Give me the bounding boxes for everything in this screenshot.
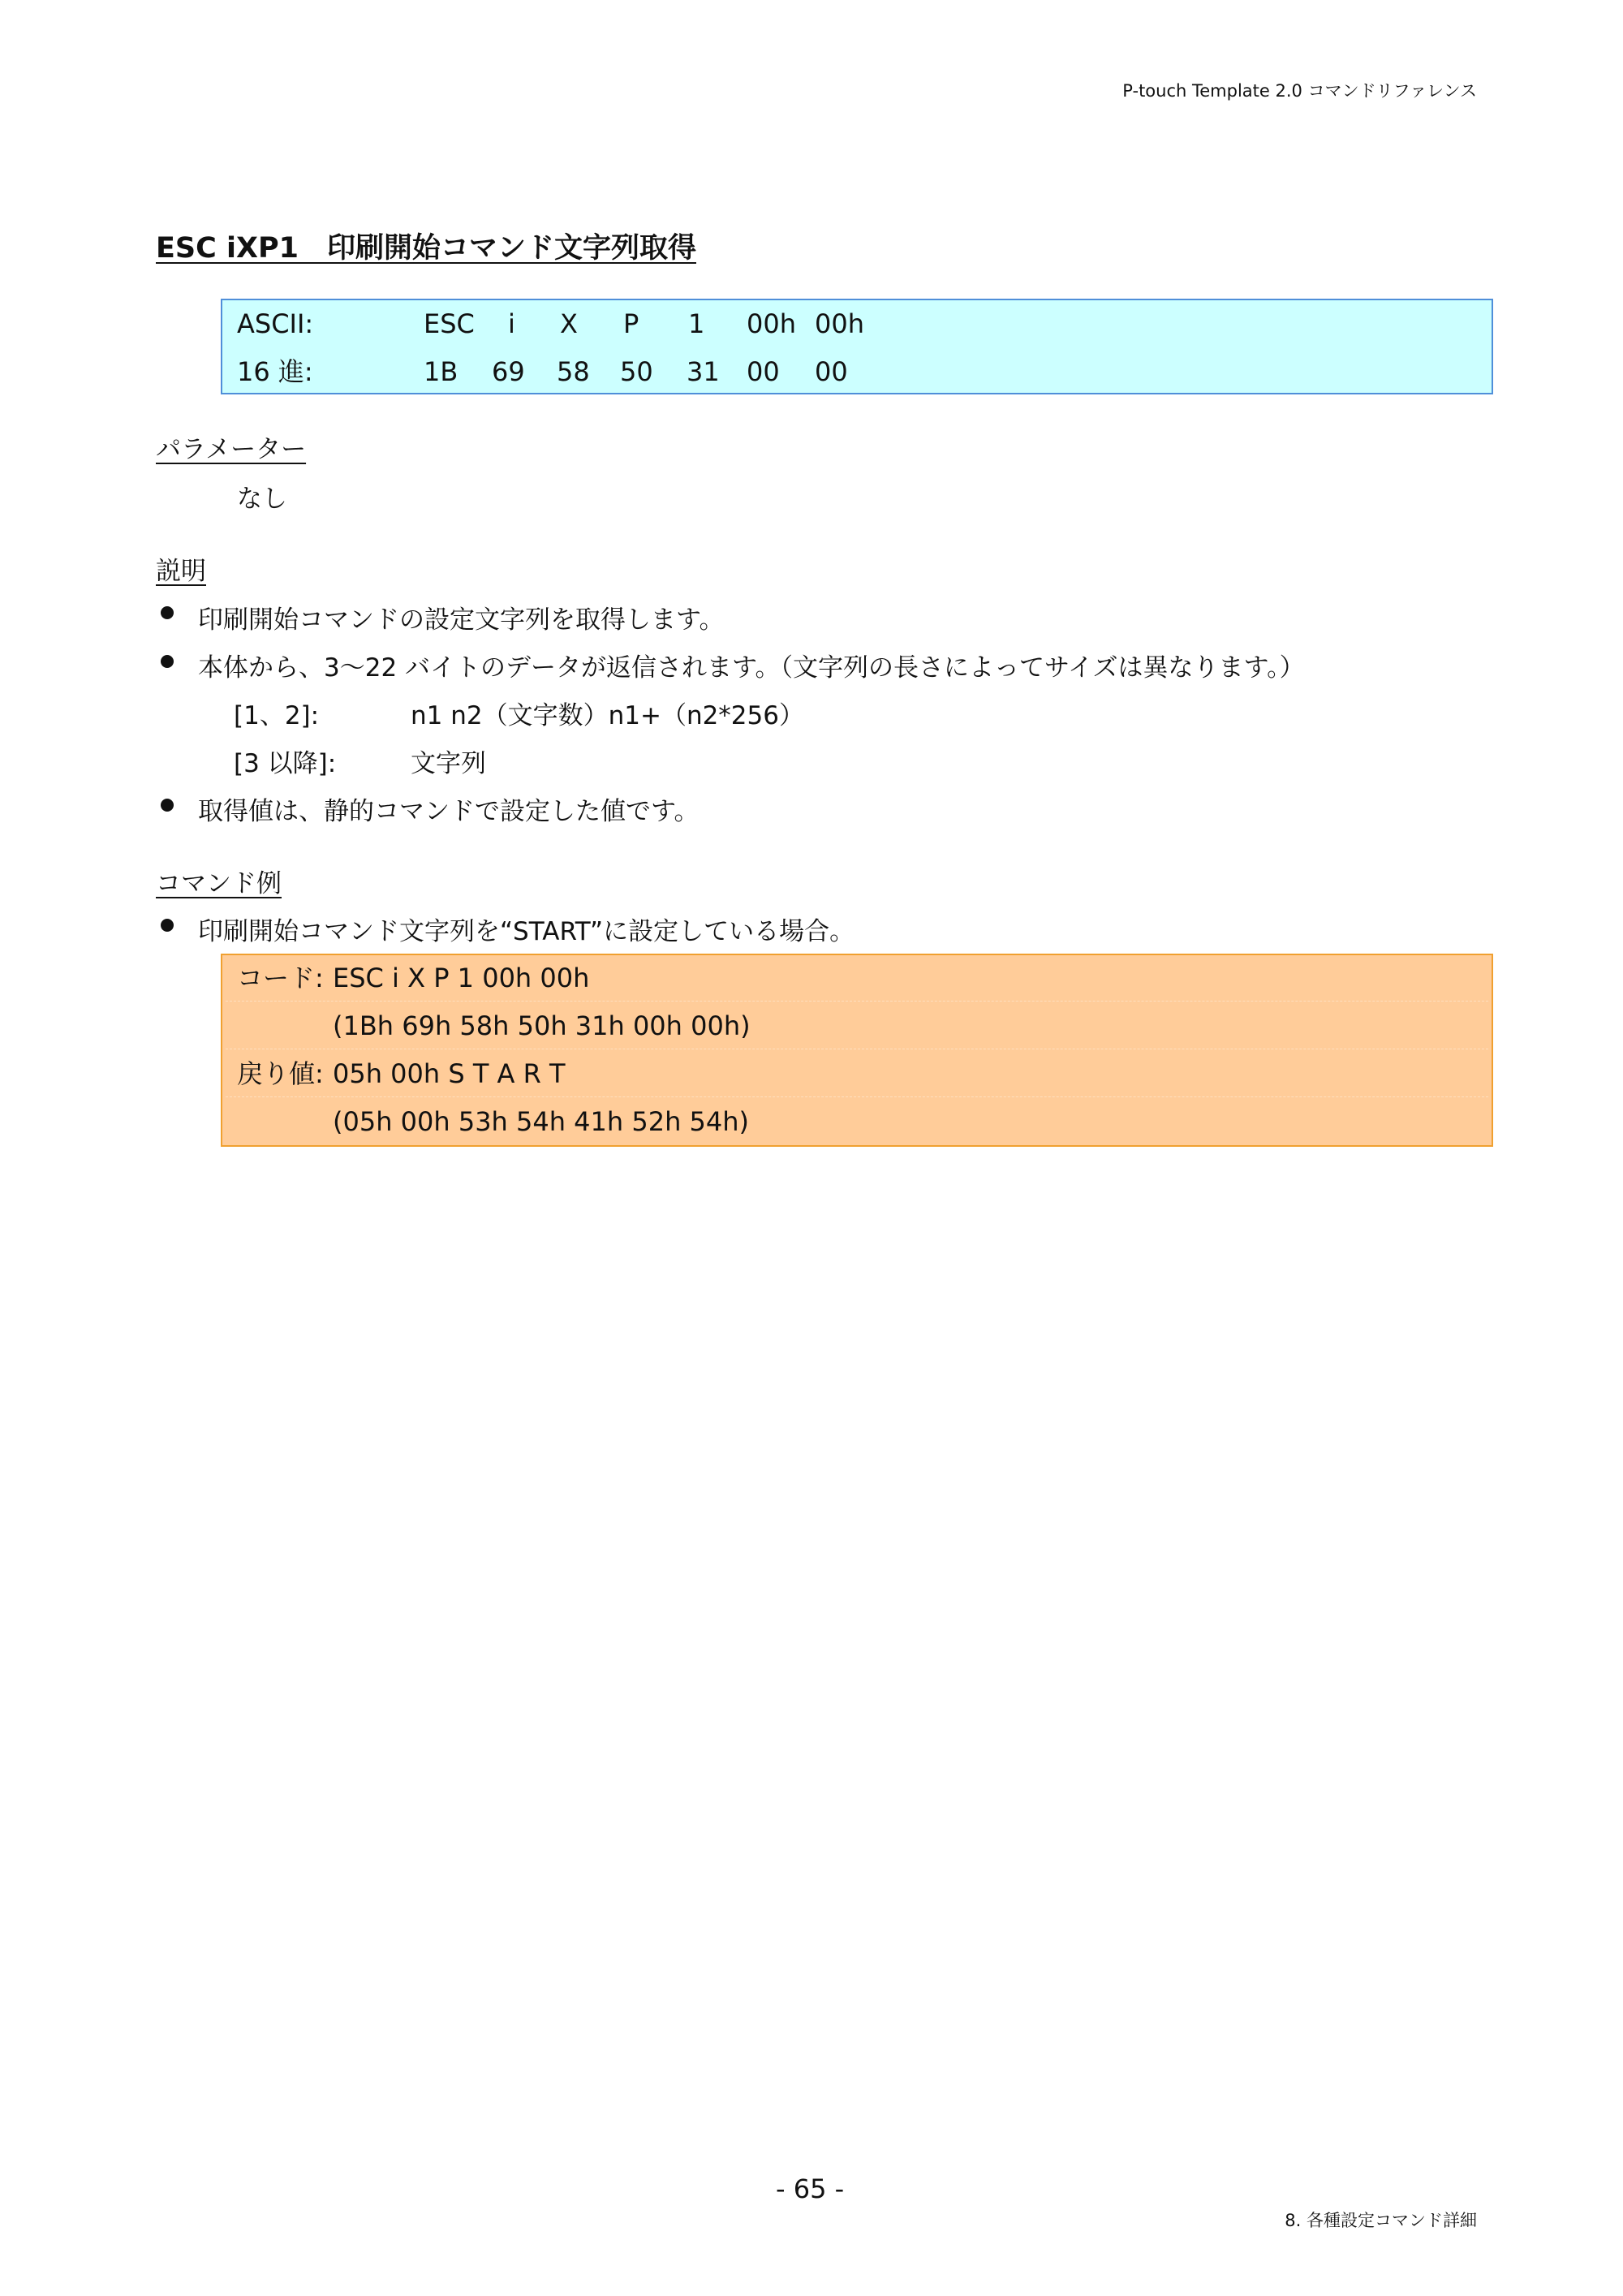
section-title: ESC iXP1 印刷開始コマンド文字列取得 xyxy=(156,232,696,265)
command-table xyxy=(221,299,1493,394)
table-cell: P xyxy=(623,308,639,339)
table-cell: 00h xyxy=(747,308,796,339)
running-header: P-touch Template 2.0 コマンドリファレンス xyxy=(1122,81,1477,101)
example-bullet: 印刷開始コマンド文字列を“START”に設定している場合。 xyxy=(198,917,855,946)
bullet-icon xyxy=(161,655,174,668)
bullet-icon xyxy=(161,799,174,812)
example-box xyxy=(221,954,1493,1147)
table-cell: i xyxy=(508,308,515,339)
table-cell: 00h xyxy=(815,308,864,339)
description-bullet-3: 取得値は、静的コマンドで設定した値です。 xyxy=(198,797,700,826)
example-value: (05h 00h 53h 54h 41h 52h 54h) xyxy=(333,1106,749,1137)
bullet-icon xyxy=(161,919,174,932)
table-cell: 00 xyxy=(747,356,780,387)
table-cell: 00 xyxy=(815,356,848,387)
sub-row-value: n1 n2（文字数）n1+（n2*256） xyxy=(411,701,804,730)
table-cell: ESC xyxy=(424,308,475,339)
sub-row-label: [1、2]: xyxy=(234,701,320,730)
table-cell: 1 xyxy=(688,308,705,339)
example-label: 戻り値: xyxy=(237,1058,324,1089)
row-label: 16 進: xyxy=(237,356,313,387)
parameters-heading: パラメーター xyxy=(156,435,307,464)
table-cell: 1B xyxy=(424,356,458,387)
row-divider xyxy=(226,1096,1488,1097)
example-value: 05h 00h S T A R T xyxy=(333,1058,566,1089)
sub-row-label: [3 以降]: xyxy=(234,749,337,778)
parameters-value: なし xyxy=(237,485,287,514)
table-cell: 50 xyxy=(620,356,653,387)
sub-row-value: 文字列 xyxy=(411,749,486,778)
table-cell: X xyxy=(560,308,578,339)
description-bullet-1: 印刷開始コマンドの設定文字列を取得します。 xyxy=(198,605,725,635)
example-value: ESC i X P 1 00h 00h xyxy=(333,963,590,993)
description-heading: 説明 xyxy=(156,557,206,586)
example-heading: コマンド例 xyxy=(156,869,282,898)
table-cell: 58 xyxy=(557,356,590,387)
table-cell: 69 xyxy=(492,356,525,387)
page-number: - 65 - xyxy=(776,2173,845,2204)
chapter-footer: 8. 各種設定コマンド詳細 xyxy=(1285,2211,1477,2230)
table-cell: 31 xyxy=(687,356,720,387)
example-value: (1Bh 69h 58h 50h 31h 00h 00h) xyxy=(333,1010,751,1041)
example-label: コード: xyxy=(237,963,324,993)
row-label: ASCII: xyxy=(237,308,314,339)
description-bullet-2: 本体から、3～22 バイトのデータが返信されます。（文字列の長さによってサイズは異なります。） xyxy=(198,653,1305,683)
bullet-icon xyxy=(161,606,174,619)
row-divider xyxy=(226,1001,1488,1002)
